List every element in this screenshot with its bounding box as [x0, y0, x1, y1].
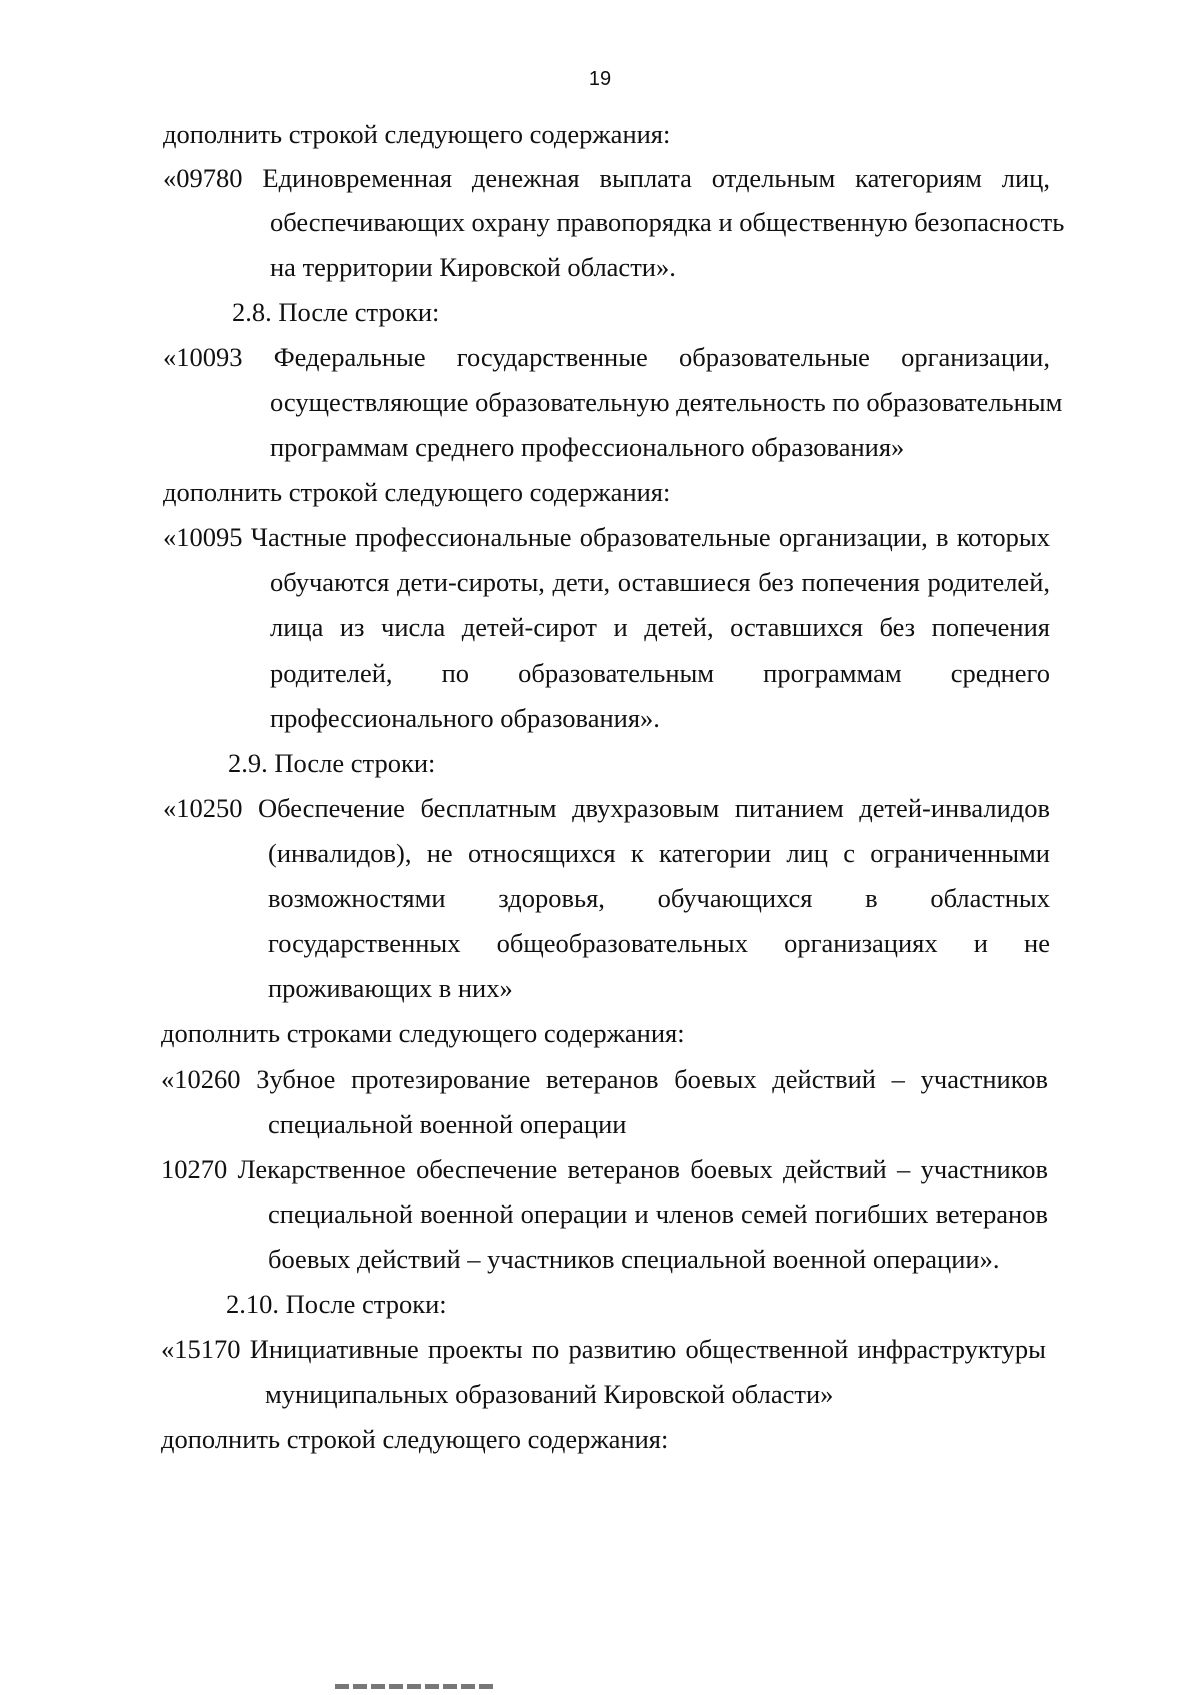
text-line: «15170 Инициативные проекты по развитию общественной инфраструктуры — [161, 1334, 1046, 1364]
text-line: дополнить строкой следующего содержания: — [163, 477, 671, 507]
text-line: государственных общеобразовательных организациях и не — [268, 928, 1050, 958]
page-number: 19 — [588, 68, 612, 90]
text-line: «10260 Зубное протезирование ветеранов боевых действий – участников — [161, 1064, 1048, 1094]
text-line: возможностями здоровья, обучающихся в областных — [268, 883, 1050, 913]
text-line: программам среднего профессионального образования» — [270, 432, 905, 462]
text-line: 2.9. После строки: — [228, 748, 436, 778]
text-line: родителей, по образовательным программам среднего — [270, 658, 1050, 688]
text-line: «10250 Обеспечение бесплатным двухразовым питанием детей-инвалидов — [163, 793, 1050, 823]
text-line: «09780 Единовременная денежная выплата отдельным категориям лиц, — [163, 163, 1050, 193]
text-line: (инвалидов), не относящихся к категории лиц с ограниченными — [268, 838, 1050, 868]
text-line: 2.8. После строки: — [232, 297, 440, 327]
text-line: 2.10. После строки: — [226, 1289, 447, 1319]
text-line: «10093 Федеральные государственные образовательные организации, — [163, 342, 1050, 372]
text-line: муниципальных образований Кировской области» — [265, 1379, 834, 1409]
text-line: лица из числа детей-сирот и детей, оставшихся без попечения — [270, 612, 1050, 642]
text-line: профессионального образования». — [270, 703, 660, 733]
text-line: специальной военной операции и членов семей погибших ветеранов — [268, 1199, 1048, 1229]
text-line: «10095 Частные профессиональные образовательные организации, в которых — [163, 522, 1050, 552]
text-line: проживающих в них» — [268, 973, 513, 1003]
text-line: боевых действий – участников специальной военной операции». — [268, 1244, 1000, 1274]
text-line: дополнить строками следующего содержания: — [161, 1018, 685, 1048]
text-line: дополнить строкой следующего содержания: — [161, 1424, 669, 1454]
text-line: обеспечивающих охрану правопорядка и общественную безопасность — [270, 207, 1065, 237]
text-line: обучаются дети-сироты, дети, оставшиеся без попечения родителей, — [270, 567, 1050, 597]
text-line: осуществляющие образовательную деятельность по образовательным — [270, 387, 1063, 417]
text-line: 10270 Лекарственное обеспечение ветеранов боевых действий – участников — [161, 1154, 1048, 1184]
text-line: специальной военной операции — [268, 1109, 627, 1139]
scan-artifact-mark — [335, 1684, 495, 1689]
text-line: дополнить строкой следующего содержания: — [163, 119, 671, 149]
text-line: на территории Кировской области». — [270, 252, 676, 282]
